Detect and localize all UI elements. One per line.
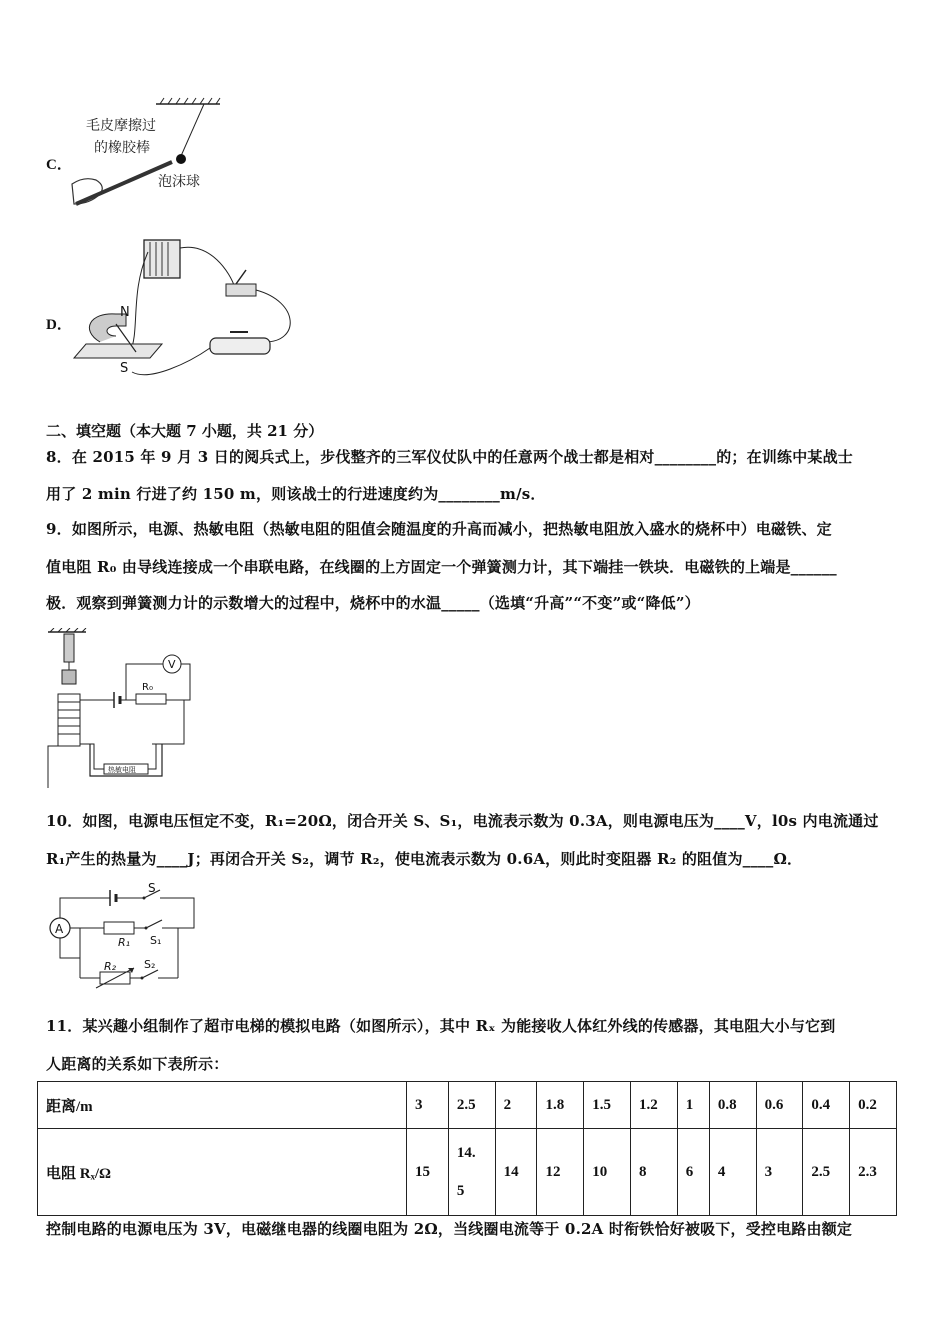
q9-line2: 值电阻 R₀ 由导线连接成一个串联电路，在线圈的上方固定一个弹簧测力计，其下端挂一铁块．电磁铁的上端是______ (46, 558, 837, 576)
table-cell: 0.6 (756, 1082, 803, 1129)
q10-line1: 10．如图，电源电压恒定不变，R₁=20Ω，闭合开关 S、S₁，电流表示数为 0.3A，则电源电压为____V，l0s 内电流通过 (46, 812, 879, 830)
fig10-s2-label: S₂ (144, 958, 156, 971)
section-title: 二、填空题（本大题 7 小题，共 21 分） (46, 422, 324, 440)
fig9-r0-label: R₀ (142, 682, 153, 693)
option-c-label: C． (46, 157, 72, 173)
table-cell: 4 (709, 1129, 756, 1216)
table-cell: 14. 5 (448, 1129, 495, 1216)
table-cell: 8 (631, 1129, 678, 1216)
rod-label-line2: 的橡胶棒 (94, 140, 150, 156)
table-cell: 10 (584, 1129, 631, 1216)
fig10-s1-label: S₁ (150, 934, 162, 947)
option-d-figure (70, 232, 300, 382)
ball-label: 泡沫球 (158, 174, 200, 190)
q9-figure (44, 628, 194, 788)
table-cell: 1.5 (584, 1082, 631, 1129)
q9-line3: 极．观察到弹簧测力计的示数增大的过程中，烧杯中的水温_____（选填“升高”“不变”或“降低”） (46, 594, 700, 612)
table-cell: 1.2 (631, 1082, 678, 1129)
q11-line1: 11．某兴趣小组制作了超市电梯的模拟电路（如图所示），其中 Rₓ 为能接收人体红外线的传感器，其电阻大小与它到 (46, 1017, 836, 1035)
fig10-r1-label: R₁ (118, 936, 131, 949)
fig10-ammeter-label: A (55, 922, 64, 936)
option-c-figure (64, 96, 234, 212)
fig9-thermistor-label: 热敏电阻 (108, 766, 136, 774)
table-cell: 0.4 (803, 1082, 850, 1129)
q10-line2: R₁产生的热量为____J；再闭合开关 S₂，调节 R₂，使电流表示数为 0.6A，则此时变阻器 R₂ 的阻值为____Ω． (46, 850, 803, 868)
pole-s: S (120, 361, 129, 376)
table-row (38, 1129, 897, 1216)
table-cell: 14 (495, 1129, 537, 1216)
distance-resistance-table (37, 1081, 897, 1216)
table-cell: 1.8 (537, 1082, 584, 1129)
switch (226, 284, 256, 296)
table-cell: 6 (677, 1129, 709, 1216)
table-cell: 0.2 (850, 1082, 897, 1129)
table-cell: 3 (407, 1082, 449, 1129)
table-header-resistance: 电阻 Rₓ/Ω (38, 1129, 407, 1216)
table-cell: 12 (537, 1129, 584, 1216)
q8-line1: 8．在 2015 年 9 月 3 日的阅兵式上，步伐整齐的三军仪仗队中的任意两个战士都是相对________的；在训练中某战士 (46, 448, 853, 466)
fig10-s-label: S (148, 882, 156, 895)
spring-scale (64, 634, 74, 662)
q11-line2: 人距离的关系如下表所示： (46, 1055, 229, 1073)
table-cell: 2.3 (850, 1129, 897, 1216)
q9-line1: 9．如图所示，电源、热敏电阻（热敏电阻的阻值会随温度的升高而减小，把热敏电阻放入盛水的烧杯中）电磁铁、定 (46, 520, 832, 538)
table-cell: 15 (407, 1129, 449, 1216)
table-cell: 3 (756, 1129, 803, 1216)
table-cell: 2.5 (803, 1129, 850, 1216)
table-row (38, 1082, 897, 1129)
resistor-r1 (104, 922, 134, 934)
iron-block (62, 670, 76, 684)
fig10-r2-label: R₂ (104, 960, 117, 973)
table-cell: 2 (495, 1082, 537, 1129)
table-cell: 2.5 (448, 1082, 495, 1129)
table-cell: 1 (677, 1082, 709, 1129)
rheostat (210, 338, 270, 354)
option-d-label: D． (46, 317, 72, 333)
pole-n: N (120, 305, 130, 320)
q11-line3: 控制电路的电源电压为 3V，电磁继电器的线圈电阻为 2Ω，当线圈电流等于 0.2A 时衔铁恰好被吸下，受控电路由额定 (46, 1220, 853, 1238)
fig9-voltmeter-label: V (168, 658, 176, 671)
foam-ball (176, 154, 186, 164)
rod-label-line1: 毛皮摩擦过 (86, 118, 156, 134)
table-header-distance: 距离/m (38, 1082, 407, 1129)
q10-figure (44, 882, 204, 994)
resistor-r0 (136, 694, 166, 704)
q8-line2: 用了 2 min 行进了约 150 m，则该战士的行进速度约为________m/s． (46, 485, 546, 503)
table-cell: 0.8 (709, 1082, 756, 1129)
